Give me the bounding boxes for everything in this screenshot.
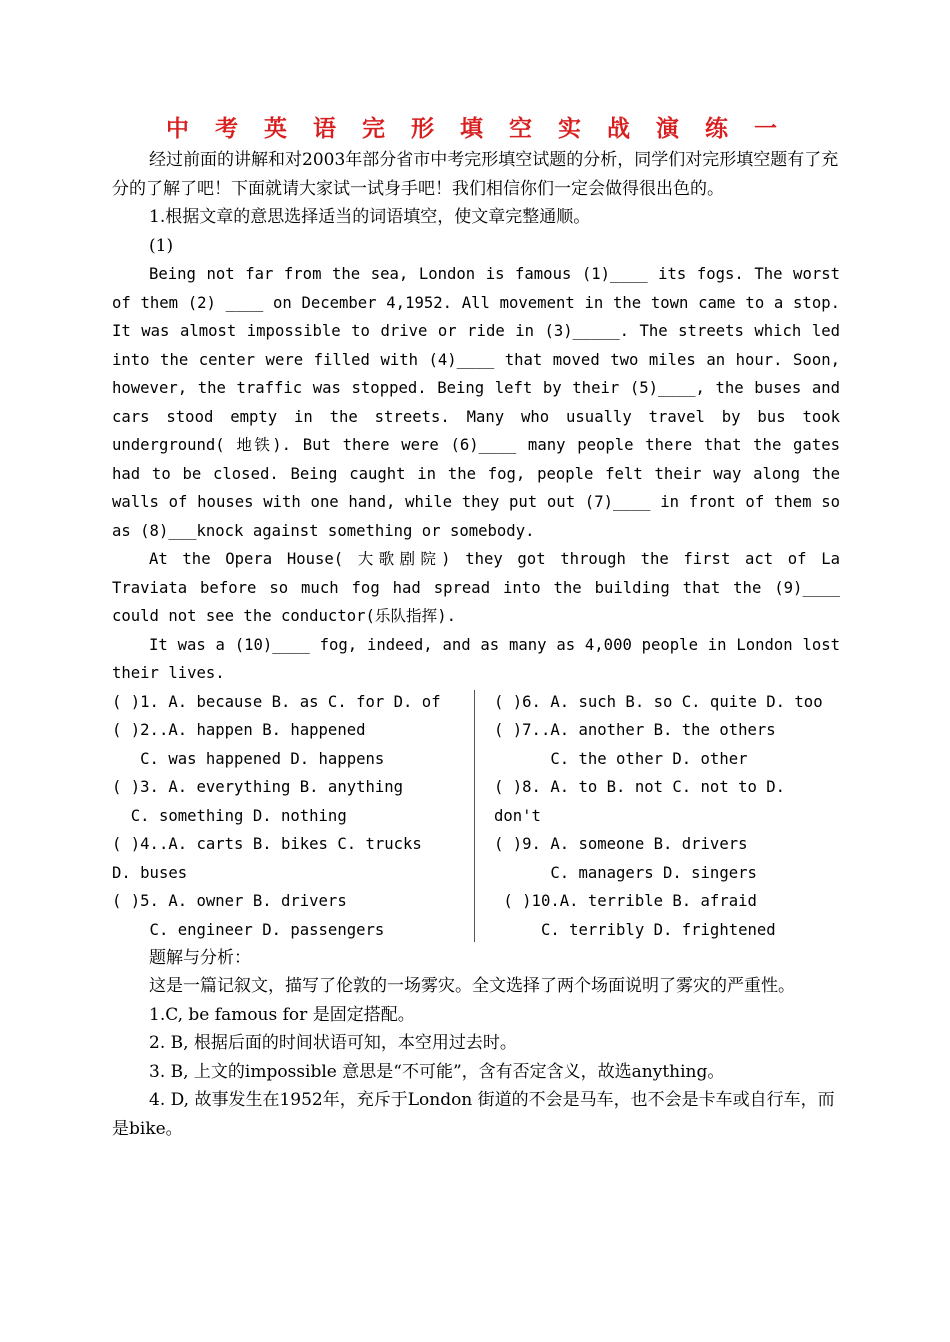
- option-row: C. something D. nothing: [112, 806, 347, 825]
- option-row: C. the other D. other: [494, 749, 748, 768]
- option-row: C. was happened D. happens: [112, 749, 385, 768]
- option-row: don't: [494, 806, 541, 825]
- instruction-line: 1.根据文章的意思选择适当的词语填空，使文章完整通顺。: [149, 207, 591, 227]
- option-row: ( )3. A. everything B. anything: [112, 778, 404, 796]
- option-row: ( )7..A. another B. the others: [494, 721, 776, 739]
- document-page: [112, 112, 840, 1143]
- analysis-paragraph: 这是一篇记叙文，描写了伦敦的一场雾灾。全文选择了两个场面说明了雾灾的严重性。: [149, 976, 795, 996]
- document-title: 中 考 英 语 完 形 填 空 实 战 演 练 一: [165, 116, 787, 142]
- option-row: C. managers D. singers: [494, 863, 757, 882]
- option-row: ( )1. A. because B. as C. for D. of: [112, 692, 441, 711]
- option-row: ( )6. A. such B. so C. quite D. too: [494, 692, 823, 711]
- analysis-item: 1.C, be famous for 是固定搭配。: [149, 1004, 415, 1025]
- column-divider: [474, 690, 475, 942]
- part-label: (1): [149, 235, 174, 256]
- option-row: ( )8. A. to B. not C. not to D.: [494, 778, 786, 796]
- option-row: C. terribly D. frightened: [494, 920, 776, 939]
- analysis-item: 4. D, 故事发生在1952年，充斥于London 街道的不会是马车，也不会是卡车或自行车，而是bike。: [112, 1090, 835, 1139]
- intro-paragraph: 经过前面的讲解和对2003年部分省市中考完形填空试题的分析，同学们对完形填空题有了充分的了解了吧！下面就请大家试一试身手吧！我们相信你们一定会做得很出色的。: [112, 150, 839, 199]
- options-right-column: [494, 688, 840, 945]
- passage-paragraph-3: It was a (10)____ fog, indeed, and as many as 4,000 people in London lost their lives.: [112, 635, 840, 682]
- option-row: ( )10.A. terrible B. afraid: [494, 892, 757, 910]
- option-row: C. engineer D. passengers: [112, 920, 385, 939]
- option-row: ( )9. A. someone B. drivers: [494, 835, 748, 853]
- passage-paragraph-2: At the Opera House( 大歌剧院) they got through the first act of La Traviata before so much fog had spread into the building that the (9)____ could not see the conductor(乐队指挥).: [112, 550, 840, 625]
- analysis-item: 2. B, 根据后面的时间状语可知，本空用过去时。: [149, 1033, 517, 1053]
- option-row: D. buses: [112, 863, 188, 882]
- options-left-column: [112, 688, 472, 945]
- analysis-heading: 题解与分析：: [149, 947, 251, 968]
- passage-paragraph-1: Being not far from the sea, London is famous (1)____ its fogs. The worst of them (2) ____ on December 4,1952. All movement in the town came to a stop. It was almost impossible to drive or ride in (3)_____. The streets which led into the center were filled with (4)____ that moved two miles an hour. Soon, however, the traffic was stopped. Being left by their (5)____, the buses and cars stood empty in the streets. Many who usually travel by bus took underground( 地铁). But there were (6)____ many people there that the gates had to be closed. Being caught in the fog, people felt their way along the walls of houses with one hand, while they put out (7)____ in front of them so as (8)___knock against something or somebody.: [112, 265, 840, 540]
- analysis-item: 3. B, 上文的impossible 意思是“不可能”，含有否定含义，故选anything。: [149, 1061, 725, 1082]
- option-row: ( )5. A. owner B. drivers: [112, 892, 347, 910]
- options-table: [112, 688, 840, 944]
- option-row: ( )4..A. carts B. bikes C. trucks: [112, 835, 422, 853]
- option-row: ( )2..A. happen B. happened: [112, 721, 366, 739]
